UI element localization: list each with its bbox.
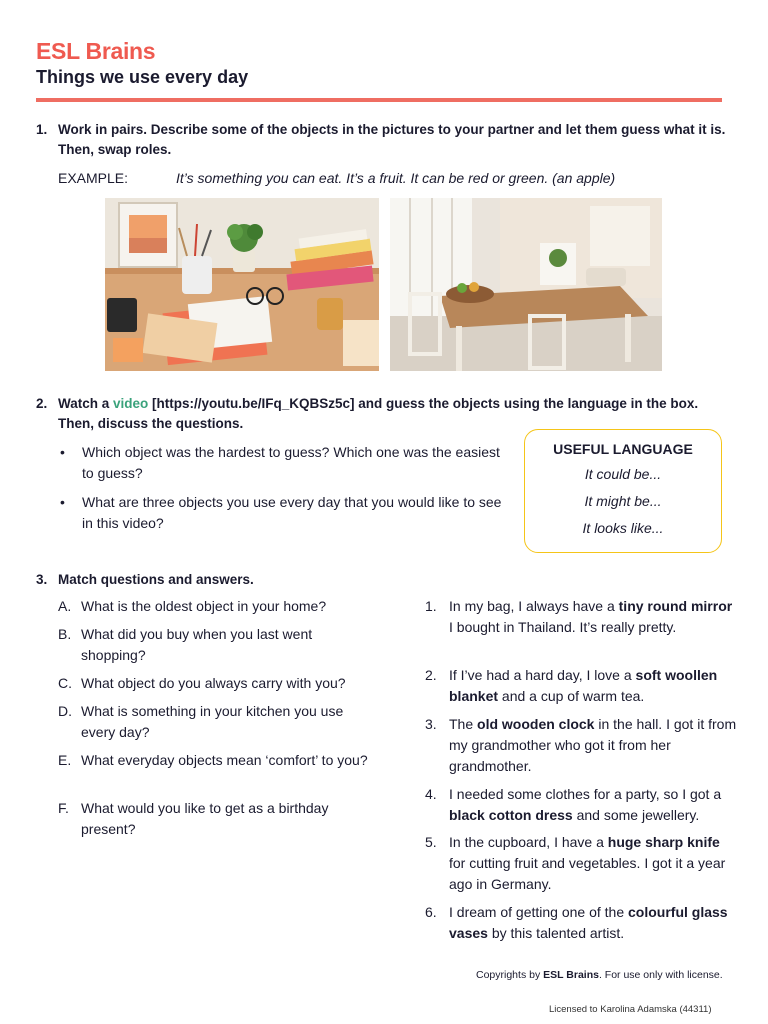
bullet-icon: •: [60, 444, 65, 460]
answer-number: 3.: [425, 716, 437, 732]
question-letter: F.: [58, 800, 69, 816]
answer-text-part: and a cup of warm tea.: [498, 688, 645, 704]
question-letter: D.: [58, 703, 72, 719]
section-2-number: 2.: [36, 396, 48, 411]
useful-language-phrase: It might be...: [584, 493, 662, 509]
question-text: What is the oldest object in your home?: [81, 598, 327, 614]
room-photo: [390, 198, 662, 371]
question-letter: E.: [58, 752, 72, 768]
answer-text: [449, 902, 739, 944]
answer-number: 5.: [425, 834, 437, 850]
copyright-brand: ESL Brains: [543, 969, 599, 981]
instruction-start: Watch a: [58, 396, 114, 411]
answer-text: [449, 596, 739, 638]
section-1-instruction: Work in pairs. Describe some of the objects in the pictures to your partner and let them guess what it is. Then, swap roles.: [58, 122, 726, 157]
section-1-number: 1.: [36, 122, 48, 137]
answer-key-object: huge sharp knife: [607, 834, 720, 850]
page-title: Things we use every day: [36, 67, 249, 87]
answer-text-part: by this talented artist.: [487, 925, 625, 941]
useful-language-phrase: It looks like...: [582, 520, 664, 536]
section-3-instruction: Match questions and answers.: [58, 572, 254, 587]
brand-logo-text: ESL Brains: [36, 38, 156, 64]
answer-key-object: soft woollen blanket: [449, 667, 718, 704]
useful-language-title: USEFUL LANGUAGE: [553, 441, 693, 457]
license-notice: Licensed to Karolina Adamska (44311): [549, 1004, 712, 1015]
question-text: What is something in your kitchen you use every day?: [81, 703, 344, 740]
answer-text: [449, 784, 739, 826]
useful-language-phrase: It could be...: [584, 466, 662, 482]
example-text: It’s something you can eat. It’s a fruit. It can be red or green. (an apple): [176, 170, 616, 186]
answer-number: 2.: [425, 667, 437, 683]
answer-key-object: old wooden clock: [477, 716, 595, 732]
answer-text-part: and some jewellery.: [572, 807, 700, 823]
bullet-icon: •: [60, 494, 65, 510]
useful-language-box: [524, 429, 722, 553]
question-letter: C.: [58, 675, 72, 691]
copyright-notice: [476, 969, 723, 981]
answer-text-part: for cutting fruit and vegetables. I got it a year ago in Germany.: [449, 855, 726, 892]
answer-number: 4.: [425, 786, 437, 802]
answer-text-part: If I’ve had a hard day, I love a: [449, 667, 636, 683]
header-divider: [36, 98, 722, 102]
discussion-question-text: Which object was the hardest to guess? Which one was the easiest to guess?: [82, 444, 500, 481]
answer-text-part: I needed some clothes for a party, so I got a: [449, 786, 722, 802]
answer-text-part: I dream of getting one of the: [449, 904, 629, 920]
question-text: What would you like to get as a birthday present?: [81, 800, 329, 837]
answer-number: 1.: [425, 598, 437, 614]
question-text: What everyday objects mean ‘comfort’ to you?: [81, 752, 368, 768]
desk-photo: [105, 198, 379, 371]
section-2-instruction: [58, 394, 734, 434]
example-label: EXAMPLE:: [58, 170, 129, 186]
answer-text: [449, 714, 739, 777]
video-link[interactable]: video: [113, 396, 149, 411]
answer-key-object: colourful glass vases: [449, 904, 728, 941]
answer-text: [449, 832, 739, 895]
section-3-number: 3.: [36, 572, 48, 587]
question-text: What object do you always carry with you?: [81, 675, 346, 691]
copyright-text: . For use only with license.: [598, 969, 723, 981]
answer-text-part: I bought in Thailand. It’s really pretty.: [449, 619, 677, 635]
answer-text-part: The: [449, 716, 478, 732]
discussion-question-text: What are three objects you use every day that you would like to see in this video?: [82, 494, 502, 531]
answer-key-object: tiny round mirror: [618, 598, 733, 614]
answer-text-part: in the hall. I got it from my grandmother who got it from her grandmother.: [449, 716, 737, 774]
answer-number: 6.: [425, 904, 437, 920]
instruction-end: [https://youtu.be/IFq_KQBSz5c] and guess the objects using the language in the box. Then, discuss the questions.: [58, 396, 699, 431]
answer-text-part: In the cupboard, I have a: [449, 834, 608, 850]
answer-text-part: In my bag, I always have a: [449, 598, 619, 614]
answer-text: [449, 665, 739, 707]
question-letter: B.: [58, 626, 72, 642]
question-text: What did you buy when you last went shopping?: [81, 626, 313, 663]
answer-key-object: black cotton dress: [449, 807, 573, 823]
copyright-text: Copyrights by: [476, 969, 544, 981]
question-letter: A.: [58, 598, 72, 614]
